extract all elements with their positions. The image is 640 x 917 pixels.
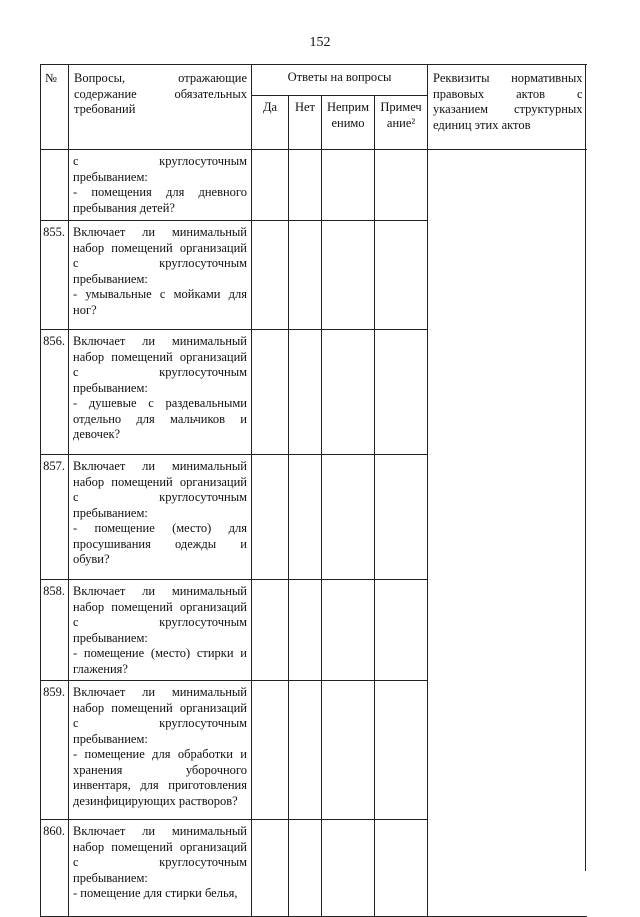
answer-na-cell[interactable] [322,580,375,681]
requisites-cell [428,681,587,820]
question-line: обуви? [73,552,110,566]
question-line: с круглосуточным [73,615,247,629]
table-row [41,820,587,917]
question-line: - душевые с раздевальными [73,396,247,410]
question-line: - помещения для дневного [73,185,247,199]
question-line: пребыванием: [73,870,148,885]
question-line: - помещение для обработки и [73,747,247,761]
header-questions [69,65,252,150]
question-line: Включает ли минимальный [73,225,247,239]
question-line: ног? [73,302,97,317]
row-number: 857. [41,455,69,580]
page-number: 152 [309,35,331,50]
answer-no-cell[interactable] [289,820,322,917]
header-requisites-line: указанием структурных [433,102,583,116]
table-right-border [585,64,586,871]
question-text [69,221,252,330]
question-line: пребыванием: [73,271,148,286]
question-text [69,330,252,455]
header-no: Нет [289,96,322,150]
question-text [69,681,252,820]
answer-note-cell[interactable] [375,820,428,917]
question-line: Включает ли минимальный [73,584,247,598]
answer-no-cell[interactable] [289,330,322,455]
question-text [69,150,252,221]
question-line: пребывания детей? [73,200,175,215]
question-line: глажения? [73,661,128,676]
answer-note-cell[interactable] [375,580,428,681]
table-body [41,150,587,917]
table-row [41,221,587,330]
row-number: 860. [41,820,69,917]
header-requisites [428,65,587,150]
answer-yes-cell[interactable] [252,681,289,820]
answer-note-cell[interactable] [375,330,428,455]
answer-no-cell[interactable] [289,455,322,580]
question-line: с круглосуточным [73,365,247,379]
header-na-line: енимо [331,115,365,130]
requisites-cell [428,580,587,681]
answer-na-cell[interactable] [322,150,375,221]
question-line: пребыванием: [73,380,148,395]
question-line: Включает ли минимальный [73,685,247,699]
question-line: набор помещений организаций [73,839,247,854]
answer-yes-cell[interactable] [252,580,289,681]
question-line: - помещение (место) для [73,521,247,535]
question-line: - помещение (место) стирки и [73,646,247,660]
answer-no-cell[interactable] [289,681,322,820]
requisites-cell [428,820,587,917]
row-number [41,150,69,221]
answer-na-cell[interactable] [322,681,375,820]
header-note-line: ание² [386,115,416,130]
table-row [41,681,587,820]
answer-note-cell[interactable] [375,221,428,330]
question-line: Включает ли минимальный [73,334,247,348]
table-row [41,580,587,681]
table-row [41,150,587,221]
table-row [41,330,587,455]
header-note [375,96,428,150]
question-line: Включает ли минимальный [73,459,247,473]
question-text [69,820,252,917]
question-line: пребыванием: [73,505,148,520]
question-text [69,455,252,580]
row-number: 858. [41,580,69,681]
answer-na-cell[interactable] [322,820,375,917]
header-yes: Да [252,96,289,150]
question-line: пребыванием: [73,169,148,184]
question-line: набор помещений организаций [73,240,247,255]
row-number: 855. [41,221,69,330]
question-line: с круглосуточным [73,855,247,869]
requisites-cell [428,221,587,330]
header-not-applicable [322,96,375,150]
question-line: просушивания одежды и [73,536,247,551]
answer-yes-cell[interactable] [252,330,289,455]
header-requisites-line: Реквизиты нормативных [433,71,583,85]
header-na-line: Неприм [326,100,370,115]
question-line: набор помещений организаций [73,599,247,614]
answer-na-cell[interactable] [322,330,375,455]
question-line: хранения уборочного [73,762,247,777]
header-requisites-line: правовых актов с [433,86,583,101]
answer-yes-cell[interactable] [252,150,289,221]
answer-yes-cell[interactable] [252,221,289,330]
row-number: 859. [41,681,69,820]
header-questions-line: требований [74,102,136,116]
question-line: пребыванием: [73,630,148,645]
question-text [69,580,252,681]
question-line: с круглосуточным [73,154,247,168]
requisites-cell [428,330,587,455]
answer-note-cell[interactable] [375,681,428,820]
requisites-cell [428,455,587,580]
question-line: пребыванием: [73,731,148,746]
question-line: с круглосуточным [73,256,247,270]
question-line: набор помещений организаций [73,349,247,364]
answer-note-cell[interactable] [375,150,428,221]
header-requisites-line: единиц этих актов [433,117,531,132]
question-line: отдельно для мальчиков и [73,411,247,426]
header-note-line: Примеч [380,100,422,115]
question-line: набор помещений организаций [73,474,247,489]
requirements-table [40,64,587,917]
question-line: - помещение для стирки белья, [73,886,238,900]
header-questions-line: Вопросы, отражающие [74,71,247,85]
table-row [41,455,587,580]
question-line: набор помещений организаций [73,700,247,715]
answer-note-cell[interactable] [375,455,428,580]
requisites-cell [428,150,587,221]
header-number: № [41,65,69,150]
answer-yes-cell[interactable] [252,455,289,580]
row-number: 856. [41,330,69,455]
answer-yes-cell[interactable] [252,820,289,917]
answer-no-cell[interactable] [289,150,322,221]
question-line: с круглосуточным [73,490,247,504]
question-line: с круглосуточным [73,716,247,730]
header-answers-group: Ответы на вопросы [252,65,428,96]
answer-na-cell[interactable] [322,455,375,580]
header-questions-line: содержание обязательных [74,86,247,101]
answer-no-cell[interactable] [289,580,322,681]
question-line: - умывальные с мойками для [73,287,247,301]
answer-na-cell[interactable] [322,221,375,330]
question-line: девочек? [73,427,121,441]
question-line: инвентаря, для приготовления [73,778,247,792]
question-line: Включает ли минимальный [73,824,247,838]
question-line: дезинфицирующих растворов? [73,793,238,808]
answer-no-cell[interactable] [289,221,322,330]
